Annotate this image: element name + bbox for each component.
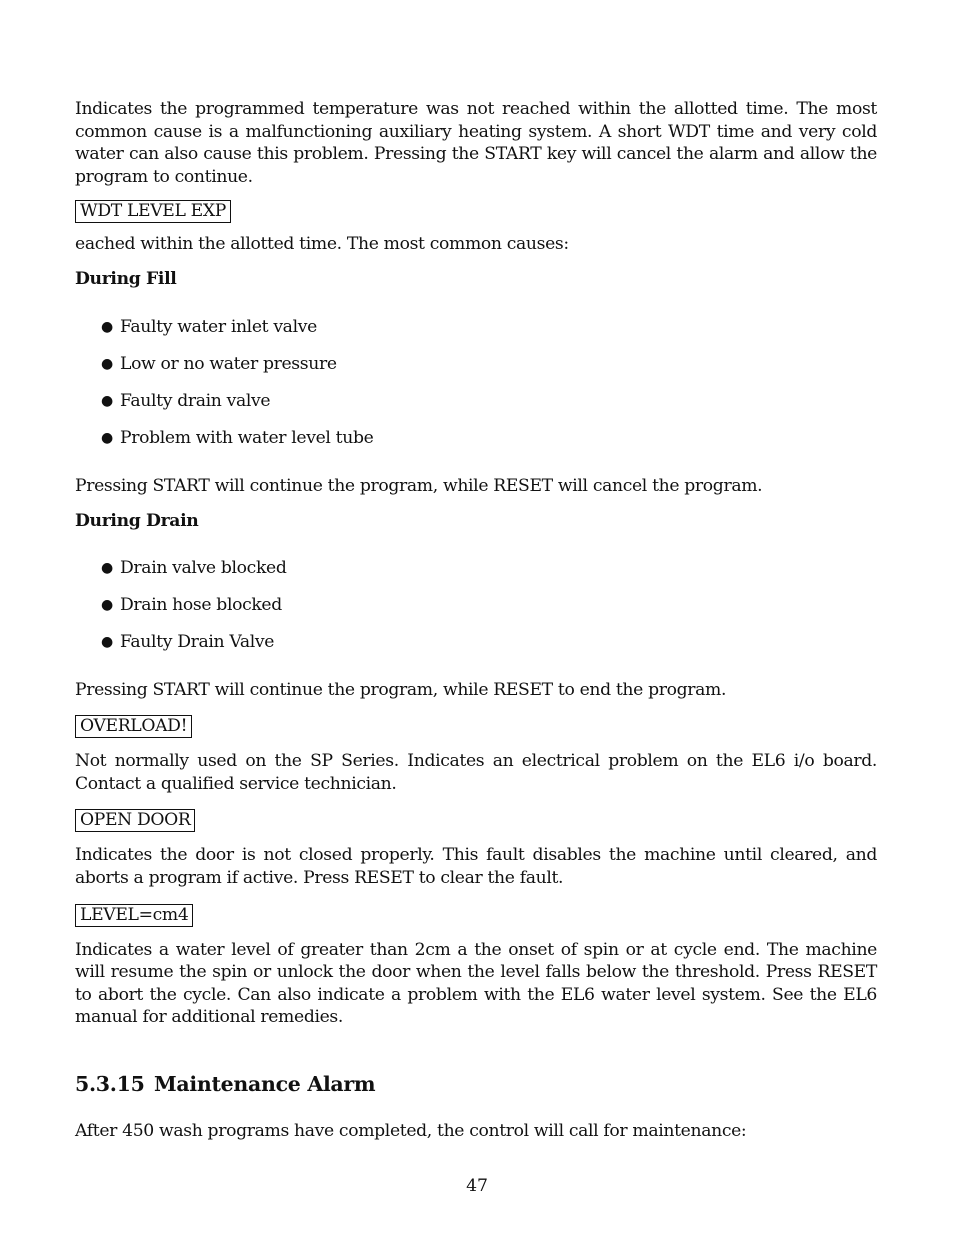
- overload-description: Not normally used on the SP Series. Indicates an electrical problem on the EL6 i/o board. Contact a qualified service technician.: [75, 751, 877, 794]
- during-drain-heading: During Drain: [75, 510, 199, 531]
- open-door-description: Indicates the door is not closed properly. This fault disables the machine until cleared, and aborts a program if active. Press RESET to clear the fault.: [75, 845, 877, 888]
- level-box: LEVEL=cm4: [75, 904, 193, 927]
- list-item: ● Problem with water level tube: [101, 427, 374, 448]
- bullet-icon: ●: [101, 392, 113, 409]
- temp-exp-description: Indicates the programmed temperature was not reached within the allotted time. The most common cause is a malfunctioning auxiliary heating system. A short WDT time and very cold water can also cause this problem. Pressing the START key will cancel the alarm and allow the program to continue.: [75, 99, 877, 187]
- wdt-level-description: eached within the allotted time. The most common causes:: [75, 234, 569, 255]
- drain-after-text: Pressing START will continue the program, while RESET to end the program.: [75, 679, 727, 700]
- overload-box: OVERLOAD!: [75, 715, 192, 738]
- fill-after-text: Pressing START will continue the program, while RESET will cancel the program.: [75, 475, 763, 496]
- section-heading: [75, 1071, 877, 1097]
- list-item: ● Low or no water pressure: [101, 353, 337, 374]
- bullet-icon: ●: [101, 559, 113, 576]
- bullet-icon: ●: [101, 355, 113, 372]
- level-description: Indicates a water level of greater than 2cm a the onset of spin or at cycle end. The machine will resume the spin or unlock the door when the level falls below the threshold. Press RESET to abort the cycle. Can also indicate a problem with the EL6 water level system. See the EL6 manual for additional remedies.: [75, 939, 877, 1028]
- page-content: [75, 98, 877, 1143]
- section-number: 5.3.15: [75, 1071, 145, 1096]
- list-item: ● Drain valve blocked: [101, 557, 287, 578]
- bullet-icon: ●: [101, 596, 113, 613]
- drain-causes-list: [75, 557, 877, 653]
- page-number: 47: [466, 1176, 488, 1196]
- bullet-icon: ●: [101, 633, 113, 650]
- open-door-box: OPEN DOOR: [75, 809, 195, 832]
- list-item: ● Faulty Drain Valve: [101, 631, 275, 652]
- list-item: ● Faulty drain valve: [101, 390, 271, 411]
- maintenance-description: After 450 wash programs have completed, the control will call for maintenance:: [75, 1120, 747, 1141]
- bullet-icon: ●: [101, 318, 113, 335]
- wdt-level-exp-box: WDT LEVEL EXP: [75, 200, 231, 223]
- during-fill-heading: During Fill: [75, 268, 177, 289]
- bullet-icon: ●: [101, 429, 113, 446]
- list-item: ● Faulty water inlet valve: [101, 316, 317, 337]
- section-title: Maintenance Alarm: [154, 1071, 376, 1096]
- fill-causes-list: [75, 316, 877, 449]
- list-item: ● Drain hose blocked: [101, 594, 282, 615]
